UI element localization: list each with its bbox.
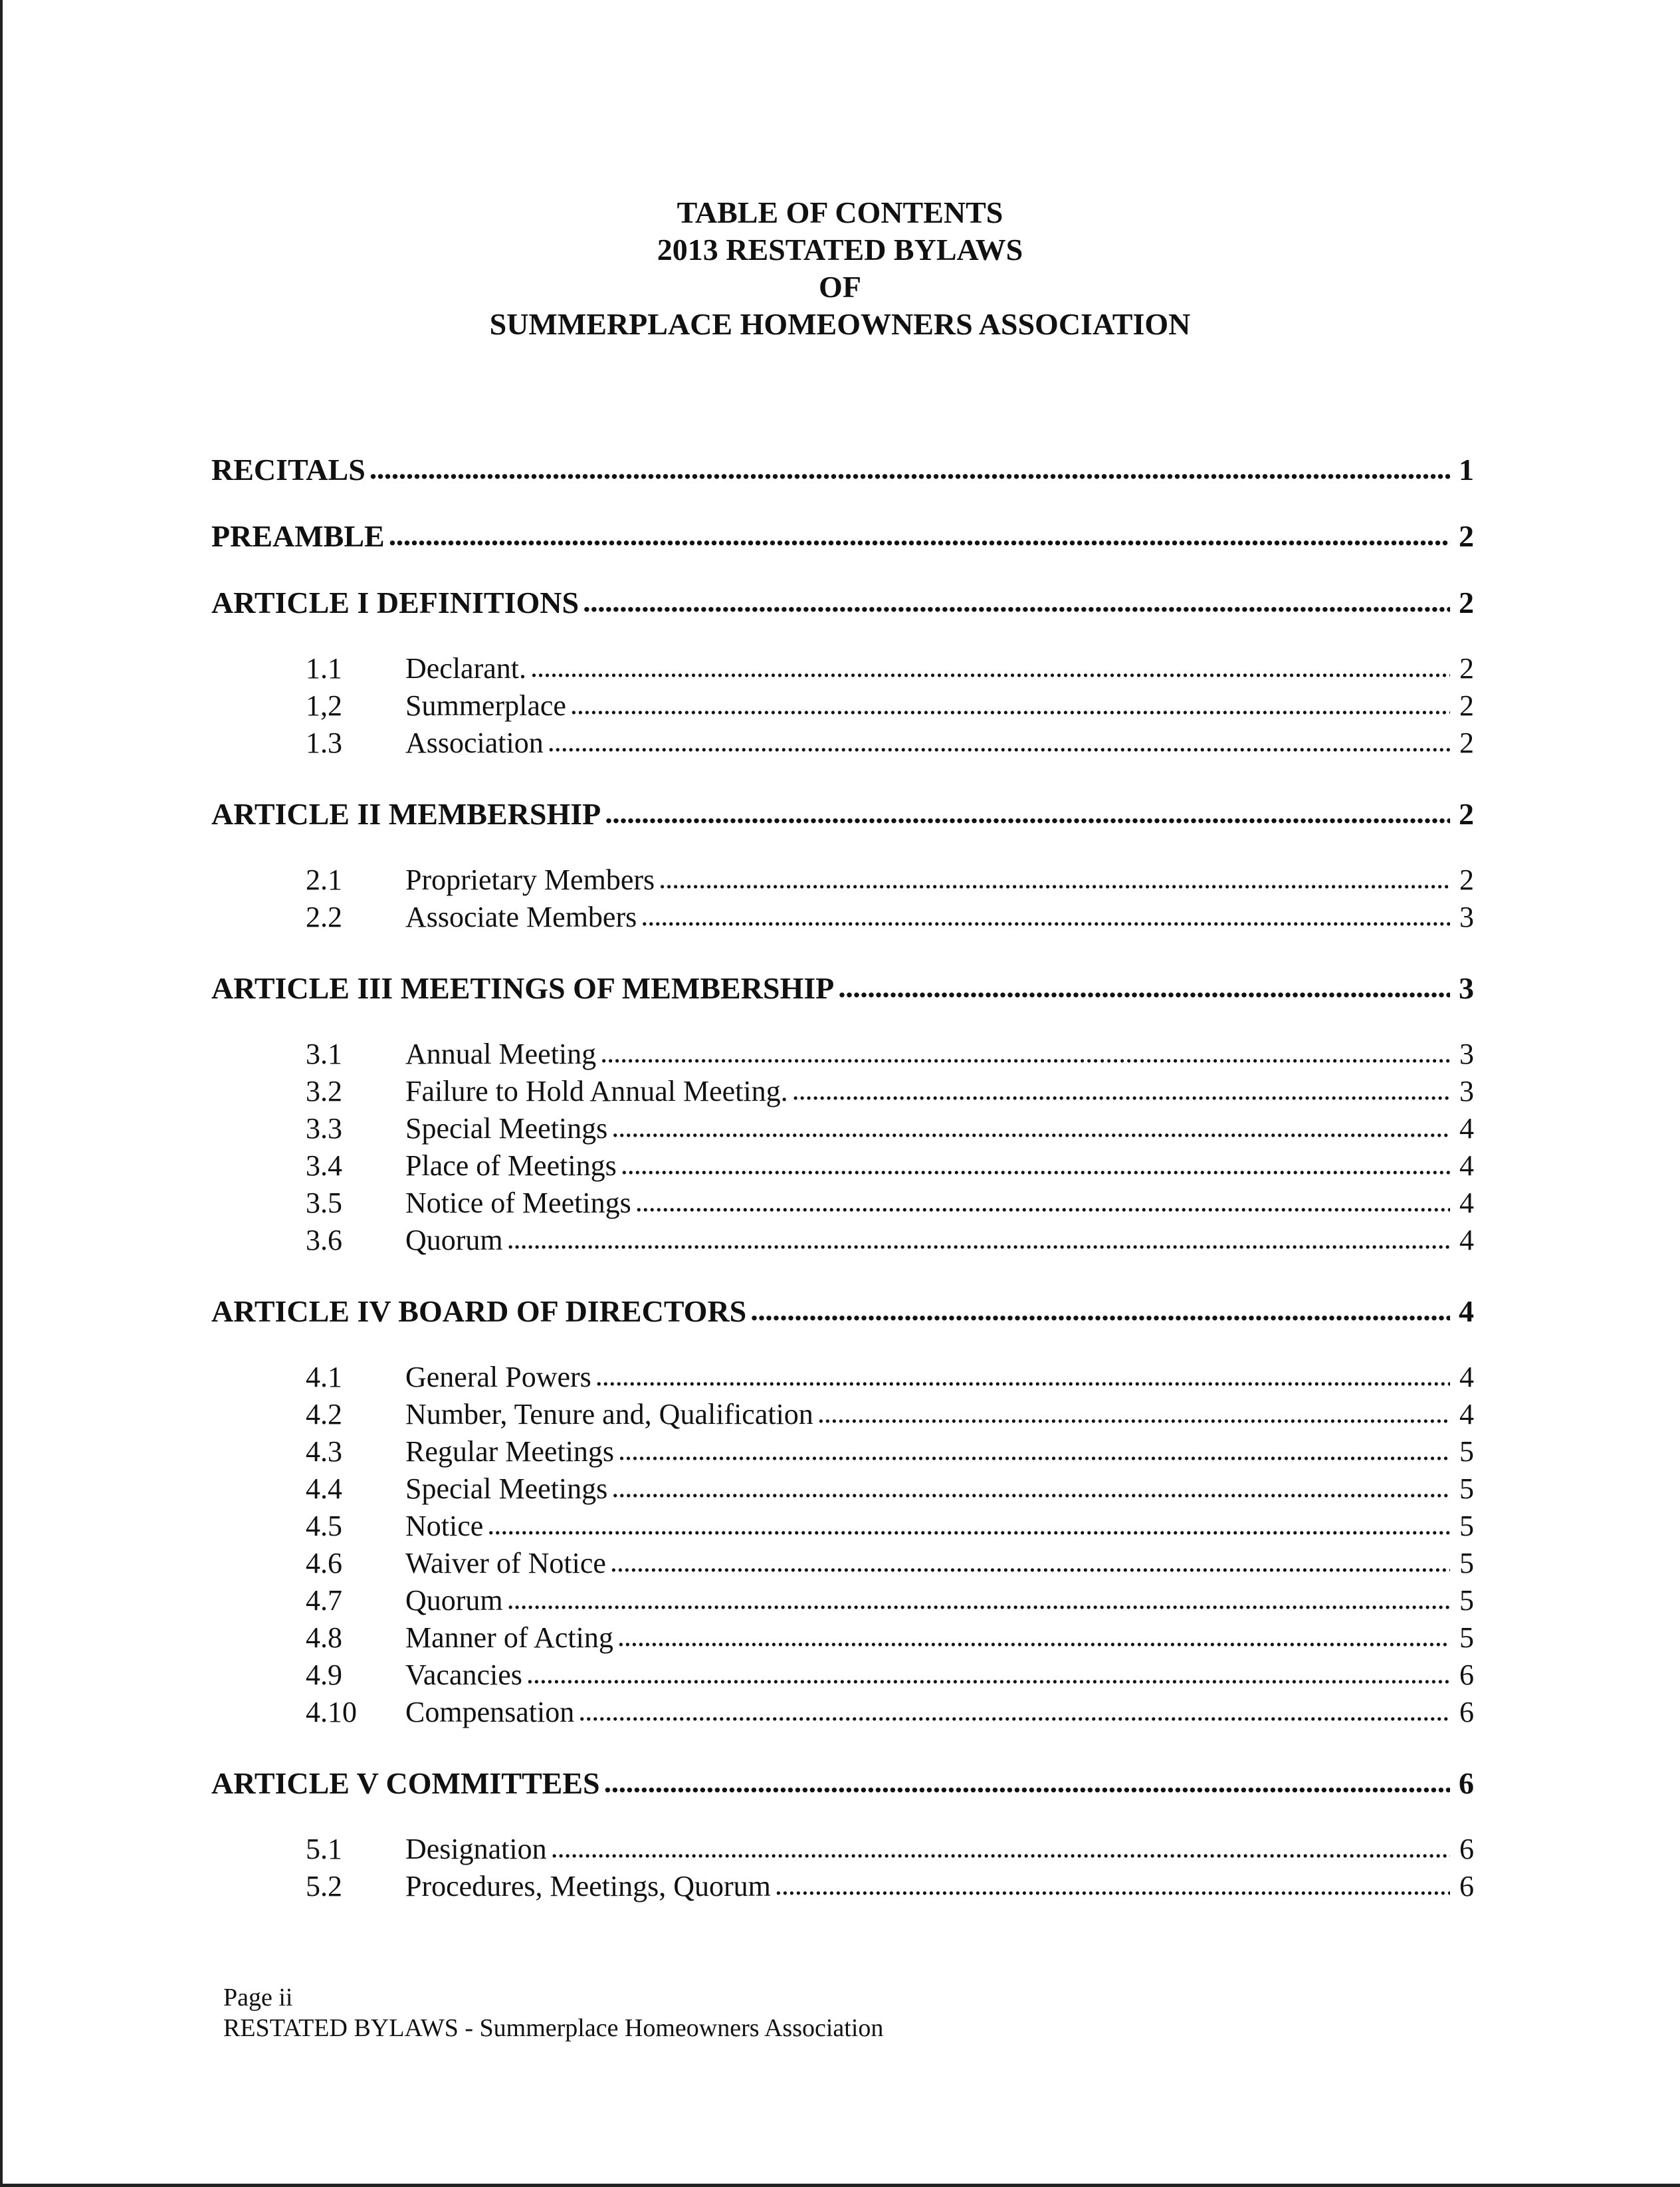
section-number: 1.3 — [306, 727, 342, 759]
toc-section-5-2 — [211, 1869, 1474, 1906]
toc-section-3-3 — [211, 1111, 1474, 1149]
dot-leader — [611, 1470, 1450, 1504]
section-page: 4 — [1459, 1224, 1474, 1256]
toc-section-4-9 — [211, 1658, 1474, 1695]
dot-leader — [605, 795, 1450, 830]
toc-entry-article-3 — [211, 971, 1474, 1008]
section-page: 2 — [1459, 727, 1474, 759]
section-number: 2.2 — [306, 901, 342, 933]
toc-section-5-1 — [211, 1832, 1474, 1869]
section-page: 4 — [1459, 1398, 1474, 1431]
section-title: Proprietary Members — [405, 863, 655, 896]
section-page: 3 — [1459, 1038, 1474, 1070]
section-page: 4 — [1459, 1112, 1474, 1145]
section-number: 3.5 — [306, 1187, 342, 1219]
toc-entry-article-1 — [211, 585, 1474, 622]
section-number: 4.3 — [306, 1435, 342, 1468]
dot-leader — [507, 1222, 1450, 1256]
toc-section-3-2 — [211, 1074, 1474, 1111]
section-number: 4.4 — [306, 1472, 342, 1505]
dot-leader — [618, 1433, 1450, 1467]
toc-entry-article-4 — [211, 1294, 1474, 1331]
dot-leader — [389, 517, 1450, 552]
toc-entry-page: 2 — [1459, 797, 1474, 831]
section-number: 4.10 — [306, 1696, 357, 1728]
footer-page-label: Page ii — [223, 1984, 293, 2012]
toc-section-4-3 — [211, 1435, 1474, 1472]
section-number: 2.1 — [306, 863, 342, 896]
header-line-2: 2013 RESTATED BYLAWS — [657, 233, 1023, 267]
section-page: 5 — [1459, 1621, 1474, 1654]
dot-leader — [578, 1694, 1450, 1728]
toc-section-4-10 — [211, 1695, 1474, 1732]
section-title: Regular Meetings — [405, 1435, 615, 1468]
dot-leader — [817, 1396, 1450, 1430]
dot-leader — [600, 1036, 1450, 1070]
section-number: 4.9 — [306, 1659, 342, 1691]
section-title: Place of Meetings — [405, 1149, 617, 1182]
section-title: General Powers — [405, 1361, 591, 1393]
toc-entry-title: PREAMBLE — [211, 519, 385, 553]
toc-section-4-7 — [211, 1583, 1474, 1621]
dot-leader — [838, 969, 1450, 1004]
section-title: Special Meetings — [405, 1472, 608, 1505]
section-title: Vacancies — [405, 1659, 522, 1691]
toc-section-2-1 — [211, 863, 1474, 900]
section-number: 3.3 — [306, 1112, 342, 1145]
toc-section-3-6 — [211, 1223, 1474, 1260]
toc-entry-title: ARTICLE III MEETINGS OF MEMBERSHIP — [211, 971, 835, 1005]
dot-leader — [635, 1185, 1450, 1218]
toc-section-1-1 — [211, 651, 1474, 689]
toc-section-3-5 — [211, 1186, 1474, 1223]
section-number: 3.1 — [306, 1038, 342, 1070]
section-page: 4 — [1459, 1187, 1474, 1219]
section-title: Association — [405, 727, 544, 759]
toc-section-4-4 — [211, 1472, 1474, 1509]
toc-section-4-2 — [211, 1397, 1474, 1435]
section-page: 6 — [1459, 1833, 1474, 1865]
section-title: Associate Members — [405, 901, 637, 933]
section-page: 5 — [1459, 1547, 1474, 1579]
section-number: 4.8 — [306, 1621, 342, 1654]
dot-leader — [530, 650, 1450, 684]
dot-leader — [507, 1582, 1450, 1616]
section-number: 5.2 — [306, 1870, 342, 1902]
toc-entry-page: 4 — [1459, 1294, 1474, 1328]
section-number: 4.1 — [306, 1361, 342, 1393]
section-number: 1.1 — [306, 652, 342, 685]
section-page: 6 — [1459, 1870, 1474, 1902]
toc-entry-page: 2 — [1459, 519, 1474, 553]
section-number: 5.1 — [306, 1833, 342, 1865]
section-title: Procedures, Meetings, Quorum — [405, 1870, 771, 1902]
toc-section-3-4 — [211, 1149, 1474, 1186]
section-page: 6 — [1459, 1659, 1474, 1691]
dot-leader — [551, 1831, 1450, 1865]
section-page: 5 — [1459, 1435, 1474, 1468]
dot-leader — [369, 451, 1450, 486]
toc-entry-page: 2 — [1459, 586, 1474, 620]
dot-leader — [610, 1545, 1450, 1579]
section-title: Declarant. — [405, 652, 526, 685]
dot-leader — [604, 1764, 1450, 1799]
toc-section-4-8 — [211, 1621, 1474, 1658]
section-number: 4.7 — [306, 1584, 342, 1617]
section-number: 3.6 — [306, 1224, 342, 1256]
section-page: 4 — [1459, 1149, 1474, 1182]
section-title: Notice of Meetings — [405, 1187, 631, 1219]
section-title: Quorum — [405, 1584, 503, 1617]
toc-section-3-1 — [211, 1037, 1474, 1074]
toc-entry-title: ARTICLE V COMMITTEES — [211, 1766, 600, 1800]
toc-entry-page: 6 — [1459, 1766, 1474, 1800]
section-number: 1,2 — [306, 689, 342, 722]
dot-leader — [750, 1292, 1450, 1327]
dot-leader — [617, 1619, 1450, 1653]
toc-section-4-5 — [211, 1509, 1474, 1546]
section-title: Designation — [405, 1833, 547, 1865]
dot-leader — [487, 1508, 1450, 1542]
section-title: Number, Tenure and, Qualification — [405, 1398, 813, 1431]
toc-entry-preamble — [211, 518, 1474, 556]
section-number: 3.4 — [306, 1149, 342, 1182]
section-number: 4.2 — [306, 1398, 342, 1431]
toc-entry-title: ARTICLE IV BOARD OF DIRECTORS — [211, 1294, 747, 1328]
dot-leader — [659, 862, 1450, 895]
section-page: 3 — [1459, 1075, 1474, 1107]
section-title: Summerplace — [405, 689, 566, 722]
dot-leader — [526, 1657, 1450, 1690]
section-page: 2 — [1459, 652, 1474, 685]
section-page: 3 — [1459, 901, 1474, 933]
section-title: Waiver of Notice — [405, 1547, 606, 1579]
dot-leader — [775, 1868, 1450, 1902]
section-title: Failure to Hold Annual Meeting. — [405, 1075, 788, 1107]
toc-section-4-1 — [211, 1360, 1474, 1397]
section-number: 4.6 — [306, 1547, 342, 1579]
header-line-3: OF — [819, 270, 861, 304]
section-page: 5 — [1459, 1584, 1474, 1617]
page-footer — [223, 1982, 883, 2043]
toc-entry-page: 1 — [1459, 453, 1474, 487]
dot-leader — [548, 725, 1450, 758]
toc-section-2-2 — [211, 900, 1474, 937]
dot-leader — [570, 687, 1450, 721]
toc-entry-article-2 — [211, 796, 1474, 834]
section-title: Compensation — [405, 1696, 575, 1728]
toc-section-1-3 — [211, 726, 1474, 763]
scan-bottom-edge — [0, 2184, 1680, 2187]
toc-entry-title: RECITALS — [211, 453, 366, 487]
section-title: Quorum — [405, 1224, 503, 1256]
header-line-1: TABLE OF CONTENTS — [677, 195, 1003, 229]
toc-entry-page: 3 — [1459, 971, 1474, 1005]
table-of-contents — [211, 452, 1474, 1906]
toc-entry-title: ARTICLE II MEMBERSHIP — [211, 797, 601, 831]
document-header — [0, 194, 1680, 343]
section-title: Notice — [405, 1510, 484, 1542]
dot-leader — [621, 1147, 1450, 1181]
toc-entry-article-5 — [211, 1766, 1474, 1803]
dot-leader — [595, 1359, 1450, 1393]
dot-leader — [792, 1073, 1450, 1107]
section-page: 5 — [1459, 1472, 1474, 1505]
section-title: Manner of Acting — [405, 1621, 613, 1654]
section-page: 2 — [1459, 689, 1474, 722]
section-number: 4.5 — [306, 1510, 342, 1542]
toc-entry-title: ARTICLE I DEFINITIONS — [211, 586, 579, 620]
section-page: 5 — [1459, 1510, 1474, 1542]
toc-entry-recitals — [211, 452, 1474, 489]
toc-section-1-2 — [211, 689, 1474, 726]
section-page: 2 — [1459, 863, 1474, 896]
header-line-4: SUMMERPLACE HOMEOWNERS ASSOCIATION — [489, 307, 1191, 341]
footer-document-label: RESTATED BYLAWS - Summerplace Homeowners Association — [223, 2014, 884, 2042]
section-number: 3.2 — [306, 1075, 342, 1107]
dot-leader — [611, 1110, 1450, 1144]
section-title: Special Meetings — [405, 1112, 608, 1145]
section-page: 4 — [1459, 1361, 1474, 1393]
dot-leader — [583, 584, 1450, 619]
toc-section-4-6 — [211, 1546, 1474, 1583]
section-title: Annual Meeting — [405, 1038, 597, 1070]
dot-leader — [641, 899, 1450, 933]
section-page: 6 — [1459, 1696, 1474, 1728]
